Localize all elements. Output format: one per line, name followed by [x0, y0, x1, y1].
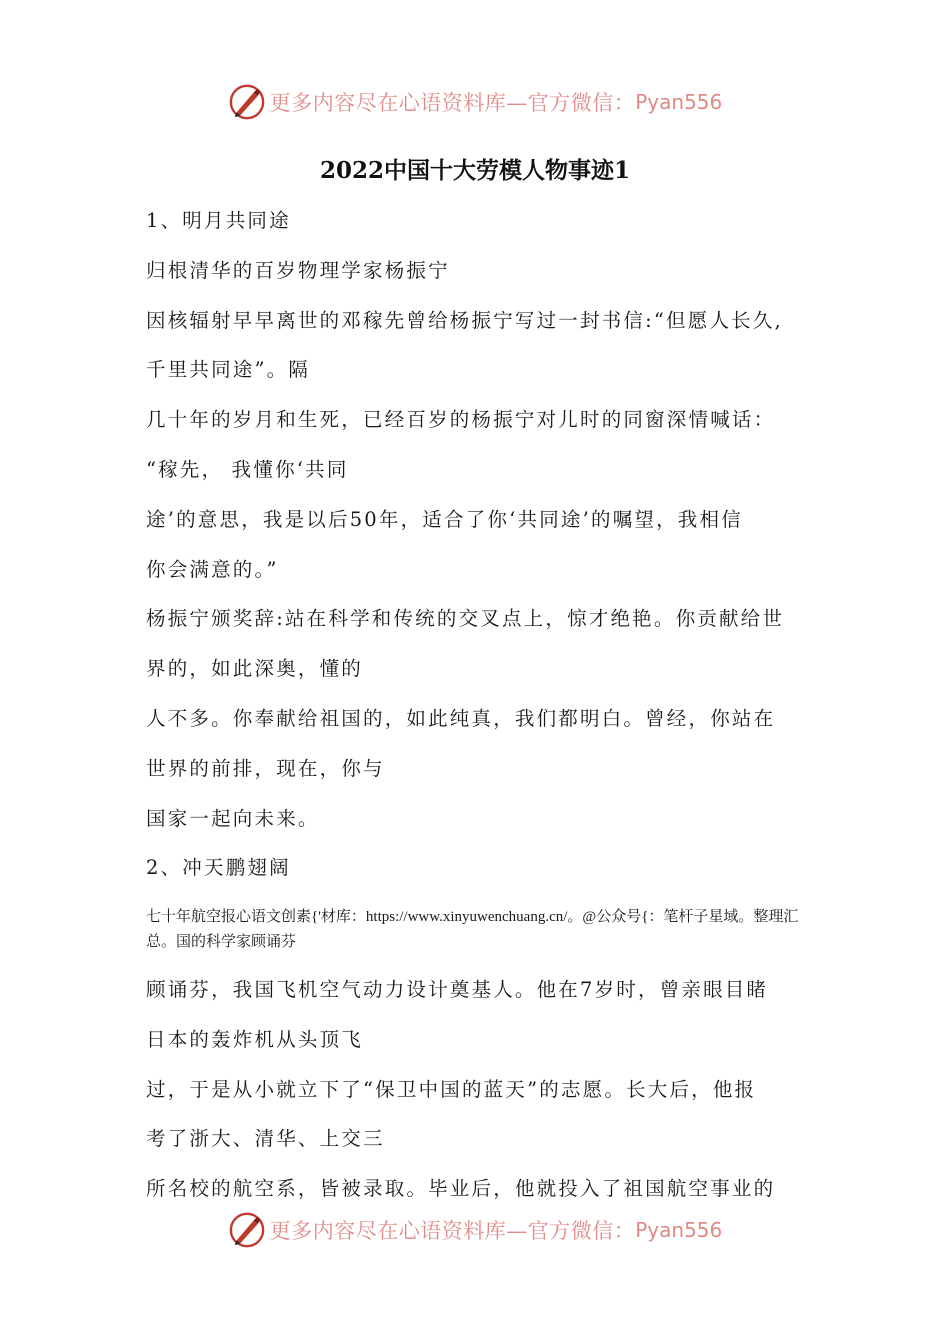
- pen-logo-icon: [228, 83, 266, 121]
- paragraph-line: 千里共同途”。隔: [146, 358, 311, 382]
- paragraph-line: 世界的前排，现在，你与: [146, 756, 385, 780]
- paragraph-line: 途’的意思，我是以后50年，适合了你‘共同途’的嘱望，我相信: [146, 507, 743, 531]
- section-heading: 2、冲天鹏翅阔: [146, 856, 291, 880]
- watermark-text: 更多内容尽在心语资料库—官方微信：: [269, 91, 636, 115]
- paragraph-line: “稼先， 我懂你‘共同: [146, 457, 349, 481]
- paragraph-line: 归根清华的百岁物理学家杨振宁: [146, 258, 450, 282]
- paragraph-line: 考了浙大、清华、上交三: [146, 1127, 385, 1151]
- paragraph-line: 所名校的航空系，皆被录取。毕业后，他就投入了祖国航空事业的: [146, 1177, 776, 1201]
- source-note: 七十年航空报心语文创素{'材库：https://www.xinyuwenchuang.cn/。@公众号{：笔杆子星域。整理汇总。国的科学家顾诵芬: [146, 909, 799, 951]
- watermark-wechat-id: Pyan556: [635, 90, 723, 114]
- paragraph-line: 界的，如此深奥，懂的: [146, 657, 364, 681]
- document-body: [146, 196, 836, 1214]
- watermark-text: 更多内容尽在心语资料库—官方微信：: [269, 1219, 636, 1243]
- paragraph-line: 你会满意的。”: [146, 557, 279, 581]
- footer-watermark: [0, 1210, 950, 1250]
- paragraph-line: 顾诵芬，我国飞机空气动力设计奠基人。他在7岁时，曾亲眼目睹: [146, 977, 769, 1001]
- document-title: 2022中国十大劳模人物事迹1: [319, 157, 631, 184]
- header-watermark: [0, 82, 950, 122]
- paragraph-line: 国家一起向未来。: [146, 806, 320, 830]
- pen-logo-icon: [228, 1211, 266, 1249]
- paragraph-line: 杨振宁颁奖辞:站在科学和传统的交叉点上，惊才绝艳。你贡献给世: [146, 607, 785, 631]
- paragraph-line: 日本的轰炸机从头顶飞: [146, 1027, 364, 1051]
- paragraph-line: 人不多。你奉献给祖国的，如此纯真，我们都明白。曾经，你站在: [146, 706, 776, 730]
- watermark-wechat-id: Pyan556: [635, 1218, 723, 1242]
- section-heading: 1、明月共同途: [146, 209, 291, 232]
- paragraph-line: 因核辐射早早离世的邓稼先曾给杨振宁写过一封书信:“但愿人长久,: [146, 308, 783, 332]
- paragraph-line: 过，于是从小就立下了“保卫中国的蓝天”的志愿。长大后，他报: [146, 1077, 757, 1101]
- paragraph-line: 几十年的岁月和生死，已经百岁的杨振宁对儿时的同窗深情喊话：: [146, 408, 776, 432]
